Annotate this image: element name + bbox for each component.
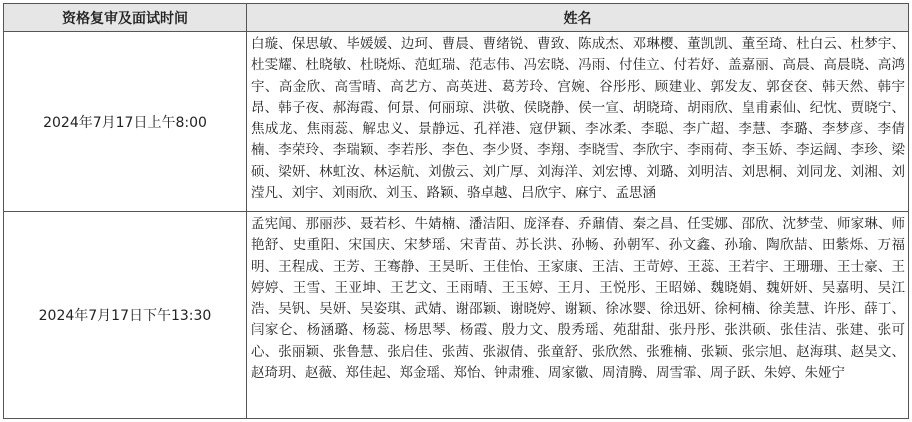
schedule-table xyxy=(3,3,909,419)
schedule-table-wrapper xyxy=(3,3,909,419)
header-time: 资格复审及面试时间 xyxy=(4,4,247,32)
header-names: 姓名 xyxy=(247,4,909,32)
session-time: 2024年7月17日下午13:30 xyxy=(4,212,247,419)
header-row xyxy=(4,4,909,32)
table-row xyxy=(4,212,909,419)
table-row xyxy=(4,32,909,212)
session-names: 孟宪闻、那丽莎、聂若杉、牛婧楠、潘洁阳、庞泽春、乔鼐倩、秦之昌、任雯娜、邵欣、沈梦莹、师家琳、师艳舒、史重阳、宋国庆、宋梦瑶、宋青苗、苏长洪、孙畅、孙朝军、孙文鑫、孙瑜、陶欣喆、田紫烁、万福明、王程成、王芳、王骞静、王昊昕、王佳怡、王家康、王洁、王苛婷、王蕊、王若宇、王珊珊、王士豪、王婷婷、王雪、王亚坤、王艺文、王雨晴、王玉婷、王月、王悦彤、王昭娣、魏晓娟、魏妍妍、吴嘉明、吴江浩、吴钒、吴妍、吴姿琪、武婧、谢邵颖、谢晓婷、谢颖、徐冰婴、徐迅妍、徐柯楠、徐美慧、许彤、薛丁、闫家仑、杨涵璐、杨蕊、杨思琴、杨霞、殷力文、殷秀瑶、苑甜甜、张丹彤、张洪硕、张佳洁、张建、张可心、张丽颖、张鲁慧、张启佳、张茜、张淑倩、张童舒、张欣然、张雅楠、张颖、张宗旭、赵海琪、赵昊文、赵琦玥、赵薇、郑佳起、郑金瑶、郑怡、钟肃雅、周家徽、周清腾、周雪霏、周子跃、朱婷、朱娅宁 xyxy=(247,212,909,419)
session-names: 白璇、保思敏、毕媛媛、边珂、曹晨、曹绪锐、曹致、陈成杰、邓琳樱、董凯凯、董至琦、杜白云、杜梦宇、杜雯耀、杜晓敏、杜晓烁、范虹瑞、范志伟、冯宏晓、冯雨、付佳立、付若妤、盖嘉丽、高晨、高晨晓、高鸿宇、高金欣、高雪晴、高艺方、高英进、葛芳玲、宫婉、谷彤彤、顾建业、郭发友、郭奁奁、韩天然、韩宇昂、韩子夜、郝海霞、何景、何丽琼、洪敬、侯晓静、侯一宣、胡晓琦、胡雨欣、皇甫素仙、纪忱、贾晓宁、焦成龙、焦雨蕊、解忠义、景静远、孔祥港、寇伊颖、李冰柔、李聪、李广超、李慧、李璐、李梦彦、李倩楠、李荣玲、李瑞颖、李若彤、李色、李少贤、李翔、李晓雪、李欣宇、李雨荷、李玉娇、李运阔、李珍、梁硕、梁妍、林虹汝、林运航、刘傲云、刘广厚、刘海洋、刘宏博、刘璐、刘明洁、刘思桐、刘同龙、刘湘、刘滢凡、刘宇、刘雨欣、刘玉、路颖、骆卓越、吕欣宇、麻宁、孟思涵 xyxy=(247,32,909,212)
session-time: 2024年7月17日上午8:00 xyxy=(4,32,247,212)
